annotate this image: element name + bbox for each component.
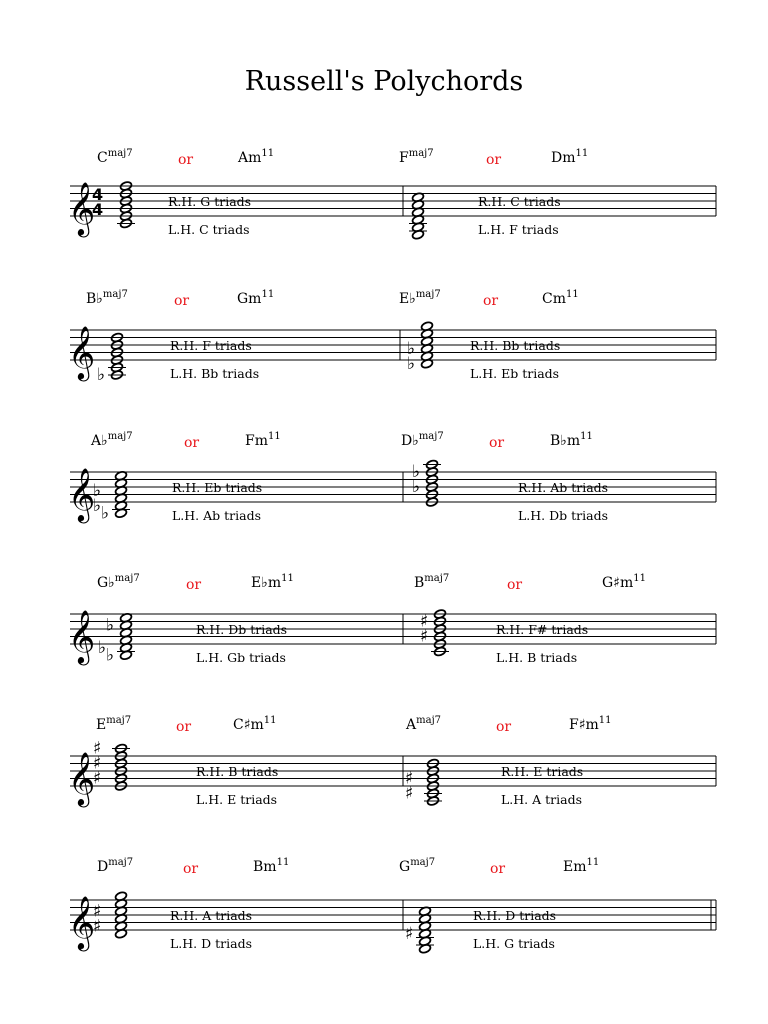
chord-note (434, 609, 447, 620)
chord-quality: maj7 (415, 289, 441, 300)
chord-note (419, 921, 432, 932)
chord-quality: 11 (586, 857, 600, 868)
chord-quality: 11 (281, 573, 294, 584)
chord-note (115, 751, 128, 762)
text-value: L.H. Eb triads (470, 366, 560, 381)
chord-quality: maj7 (102, 289, 128, 300)
chord-note (115, 898, 128, 909)
sharp-sign: ♯ (93, 768, 102, 789)
left-hand-label (172, 508, 261, 523)
chord-quality: 11 (268, 431, 281, 442)
chord-note (111, 355, 124, 366)
chord-note (111, 347, 124, 358)
text-value: L.H. C triads (168, 222, 250, 237)
left-hand-label (168, 222, 250, 237)
text-value: E (96, 717, 107, 733)
right-hand-label (478, 194, 561, 209)
chord-name (406, 717, 441, 733)
chord-note (115, 500, 128, 511)
chord-note (426, 497, 439, 508)
or-label (490, 861, 505, 877)
chord-note (412, 229, 425, 240)
sharp-sign: ♯ (420, 611, 429, 632)
chord-note (111, 340, 124, 351)
alt-chord-name (245, 433, 281, 449)
text-value: L.H. G triads (473, 936, 555, 951)
chord-name (399, 150, 434, 166)
chord-note (115, 478, 128, 489)
treble-clef-icon: 𝄞 (68, 895, 96, 949)
text-value: L.H. Bb triads (170, 366, 260, 381)
right-hand-label (168, 194, 251, 209)
text-value: L.H. B triads (496, 650, 578, 665)
chord-note (419, 913, 432, 924)
left-hand-label (478, 222, 559, 237)
or-label (184, 435, 199, 451)
chord-note (419, 943, 432, 954)
text-value: Bm (253, 859, 277, 875)
text-value: R.H. F# triads (496, 622, 589, 637)
alt-chord-name (238, 150, 274, 166)
alt-chord-name (550, 433, 593, 449)
flat-sign: ♭ (93, 480, 102, 501)
right-hand-label (172, 480, 262, 495)
chord-note (115, 470, 128, 481)
chord-note (426, 482, 439, 493)
chord-name (401, 433, 444, 449)
chord-note (434, 631, 447, 642)
chord-note (120, 218, 133, 229)
text-value: G♭ (97, 575, 115, 591)
or-label (176, 719, 191, 735)
text-value: B (414, 575, 425, 591)
text-value: D♭ (401, 433, 419, 449)
sharp-sign: ♯ (93, 901, 102, 922)
right-hand-label (170, 338, 252, 353)
alt-chord-name (602, 575, 646, 591)
chord-note (120, 196, 133, 207)
chord-name (96, 717, 131, 733)
or-label (507, 577, 522, 593)
chord-note (421, 358, 434, 369)
or-label (183, 861, 198, 877)
chord-quality: 11 (575, 148, 589, 159)
left-hand-label (501, 792, 582, 807)
chord-note (421, 321, 434, 332)
treble-clef-icon: 𝄞 (68, 467, 96, 521)
left-hand-label (170, 366, 259, 381)
text-value: Fm (245, 433, 268, 449)
chord-name (97, 150, 133, 166)
chord-note (412, 214, 425, 225)
text-value: L.H. Gb triads (196, 650, 286, 665)
sharp-sign: ♯ (420, 626, 429, 647)
text-value: D (97, 859, 109, 875)
chord-note (427, 773, 440, 784)
chord-note (426, 459, 439, 470)
chord-note (115, 891, 128, 902)
chord-note (115, 773, 128, 784)
text-value: Cm (542, 291, 566, 307)
text-value: E♭m (251, 575, 282, 591)
text-value: L.H. F triads (478, 222, 559, 237)
text-value: or (486, 152, 502, 168)
chord-note (434, 624, 447, 635)
text-value: Dm (551, 150, 576, 166)
chord-note (111, 370, 124, 381)
chord-note (120, 612, 133, 623)
alt-chord-name (237, 291, 274, 307)
chord-note (421, 343, 434, 354)
sharp-sign: ♯ (405, 783, 414, 804)
text-value: R.H. A triads (170, 908, 253, 923)
chord-note (434, 639, 447, 650)
text-value: Em (563, 859, 587, 875)
flat-sign: ♭ (97, 365, 106, 385)
text-value: F♯m (569, 717, 599, 733)
chord-note (427, 766, 440, 777)
or-label (174, 293, 189, 309)
chord-quality: 11 (261, 148, 275, 159)
chord-note (419, 936, 432, 947)
text-value: B♭ (86, 291, 103, 307)
chord-note (426, 489, 439, 500)
chord-name (97, 859, 133, 875)
chord-quality: maj7 (108, 857, 134, 868)
chord-note (412, 192, 425, 203)
sharp-sign: ♯ (93, 753, 102, 774)
chord-quality: maj7 (408, 148, 434, 159)
time-signature-top: 4 (92, 185, 104, 204)
text-value: E♭ (399, 291, 416, 307)
text-value: Gm (237, 291, 262, 307)
or-label (186, 577, 201, 593)
right-hand-label (170, 908, 252, 923)
left-hand-label (170, 936, 252, 951)
left-hand-label (470, 366, 559, 381)
chord-note (419, 928, 432, 939)
chord-note (115, 928, 128, 939)
or-label (483, 293, 498, 309)
chord-note (120, 642, 133, 653)
chord-note (115, 493, 128, 504)
chord-quality: 11 (276, 857, 290, 868)
alt-chord-name (542, 291, 579, 307)
flat-sign: ♭ (106, 615, 115, 636)
or-label (496, 719, 511, 735)
right-hand-label (518, 480, 608, 495)
chord-note (426, 474, 439, 485)
text-value: R.H. D triads (473, 908, 557, 923)
alt-chord-name (233, 717, 277, 733)
text-value: or (183, 861, 199, 877)
chord-note (111, 332, 124, 343)
text-value: or (489, 435, 505, 451)
text-value: L.H. A triads (501, 792, 582, 807)
chord-name (399, 859, 435, 875)
text-value: L.H. Ab triads (172, 508, 261, 523)
flat-sign: ♭ (412, 462, 421, 482)
chord-note (115, 781, 128, 792)
chord-note (419, 906, 432, 917)
text-value: L.H. D triads (170, 936, 252, 951)
chord-note (115, 485, 128, 496)
chord-quality: maj7 (418, 431, 444, 442)
treble-clef-icon: 𝄞 (68, 181, 96, 235)
text-value: A♭ (91, 433, 108, 449)
text-value: or (186, 577, 202, 593)
text-value: or (174, 293, 190, 309)
chord-note (111, 362, 124, 373)
sharp-sign: ♯ (405, 923, 414, 944)
text-value: L.H. Db triads (518, 508, 608, 523)
chord-note (427, 781, 440, 792)
chord-quality: maj7 (107, 431, 133, 442)
treble-clef-icon: 𝄞 (68, 751, 96, 805)
right-hand-label (473, 908, 556, 923)
text-value: L.H. E triads (196, 792, 278, 807)
right-hand-label (501, 764, 583, 779)
text-value: A (406, 717, 417, 733)
chord-note (427, 758, 440, 769)
chord-note (115, 921, 128, 932)
chord-note (426, 467, 439, 478)
chord-note (421, 351, 434, 362)
chord-name (86, 291, 128, 307)
chord-note (120, 181, 133, 192)
treble-clef-icon: 𝄞 (68, 609, 96, 663)
chord-name (91, 433, 133, 449)
text-value: G♯m (602, 575, 634, 591)
left-hand-label (196, 792, 277, 807)
chord-name (97, 575, 140, 591)
flat-sign: ♭ (412, 477, 421, 497)
right-hand-label (196, 622, 287, 637)
text-value: R.H. F triads (170, 338, 252, 353)
chord-note (120, 211, 133, 222)
chord-note (421, 328, 434, 339)
text-value: G (399, 859, 411, 875)
or-label (486, 152, 501, 168)
text-value: R.H. G triads (168, 194, 252, 209)
text-value: or (178, 152, 194, 168)
chord-quality: maj7 (114, 573, 140, 584)
text-value: or (176, 719, 192, 735)
right-hand-label (496, 622, 588, 637)
sharp-sign: ♯ (93, 738, 102, 759)
chord-quality: maj7 (416, 715, 442, 726)
chord-quality: 11 (261, 289, 275, 300)
chord-quality: maj7 (410, 857, 436, 868)
chord-note (421, 336, 434, 347)
chord-quality: 11 (263, 715, 277, 726)
treble-clef-icon: 𝄞 (68, 325, 96, 379)
text-value: B♭m (550, 433, 581, 449)
chord-name (414, 575, 449, 591)
chord-note (412, 222, 425, 233)
chord-note (120, 627, 133, 638)
text-value: R.H. Bb triads (470, 338, 561, 353)
chord-note (427, 796, 440, 807)
sharp-sign: ♯ (93, 916, 102, 937)
text-value: R.H. C triads (478, 194, 561, 209)
chord-quality: maj7 (424, 573, 450, 584)
chord-note (434, 646, 447, 657)
alt-chord-name (551, 150, 588, 166)
right-hand-label (196, 764, 278, 779)
chord-note (120, 650, 133, 661)
chord-note (120, 188, 133, 199)
sharp-sign: ♯ (405, 768, 414, 789)
flat-sign: ♭ (98, 637, 107, 658)
chord-note (412, 207, 425, 218)
text-value: R.H. Ab triads (518, 480, 609, 495)
left-hand-label (518, 508, 608, 523)
alt-chord-name (253, 859, 289, 875)
chord-note (412, 199, 425, 210)
chord-note (115, 906, 128, 917)
text-value: or (483, 293, 499, 309)
time-signature-bottom: 4 (92, 200, 104, 219)
left-hand-label (496, 650, 577, 665)
flat-sign: ♭ (407, 353, 416, 374)
text-value: or (490, 861, 506, 877)
flat-sign: ♭ (93, 495, 102, 516)
chord-note (120, 620, 133, 631)
chord-note (434, 616, 447, 627)
text-value: C (97, 150, 108, 166)
chord-name (399, 291, 441, 307)
text-value: C♯m (233, 717, 264, 733)
chord-quality: 11 (598, 715, 612, 726)
text-value: or (507, 577, 523, 593)
chord-quality: 11 (633, 573, 646, 584)
text-value: or (496, 719, 512, 735)
flat-sign: ♭ (106, 645, 115, 666)
text-value: or (184, 435, 200, 451)
chord-note (120, 635, 133, 646)
chord-note (115, 766, 128, 777)
text-value: R.H. E triads (501, 764, 584, 779)
or-label (489, 435, 504, 451)
alt-chord-name (251, 575, 294, 591)
chord-note (120, 203, 133, 214)
alt-chord-name (569, 717, 612, 733)
text-value: R.H. B triads (196, 764, 279, 779)
text-value: F (399, 150, 409, 166)
chord-quality: maj7 (107, 148, 133, 159)
chord-note (115, 743, 128, 754)
alt-chord-name (563, 859, 599, 875)
left-hand-label (196, 650, 286, 665)
page-title: Russell's Polychords (244, 66, 524, 97)
chord-quality: 11 (580, 431, 593, 442)
right-hand-label (470, 338, 560, 353)
flat-sign: ♭ (101, 503, 110, 524)
chord-note (115, 913, 128, 924)
chord-note (427, 788, 440, 799)
chord-quality: maj7 (106, 715, 132, 726)
left-hand-label (473, 936, 555, 951)
chord-quality: 11 (566, 289, 579, 300)
text-value: R.H. Eb triads (172, 480, 263, 495)
text-value: Am (238, 150, 262, 166)
chord-note (115, 758, 128, 769)
text-value: R.H. Db triads (196, 622, 288, 637)
or-label (178, 152, 193, 168)
flat-sign: ♭ (407, 338, 416, 359)
chord-note (115, 508, 128, 519)
